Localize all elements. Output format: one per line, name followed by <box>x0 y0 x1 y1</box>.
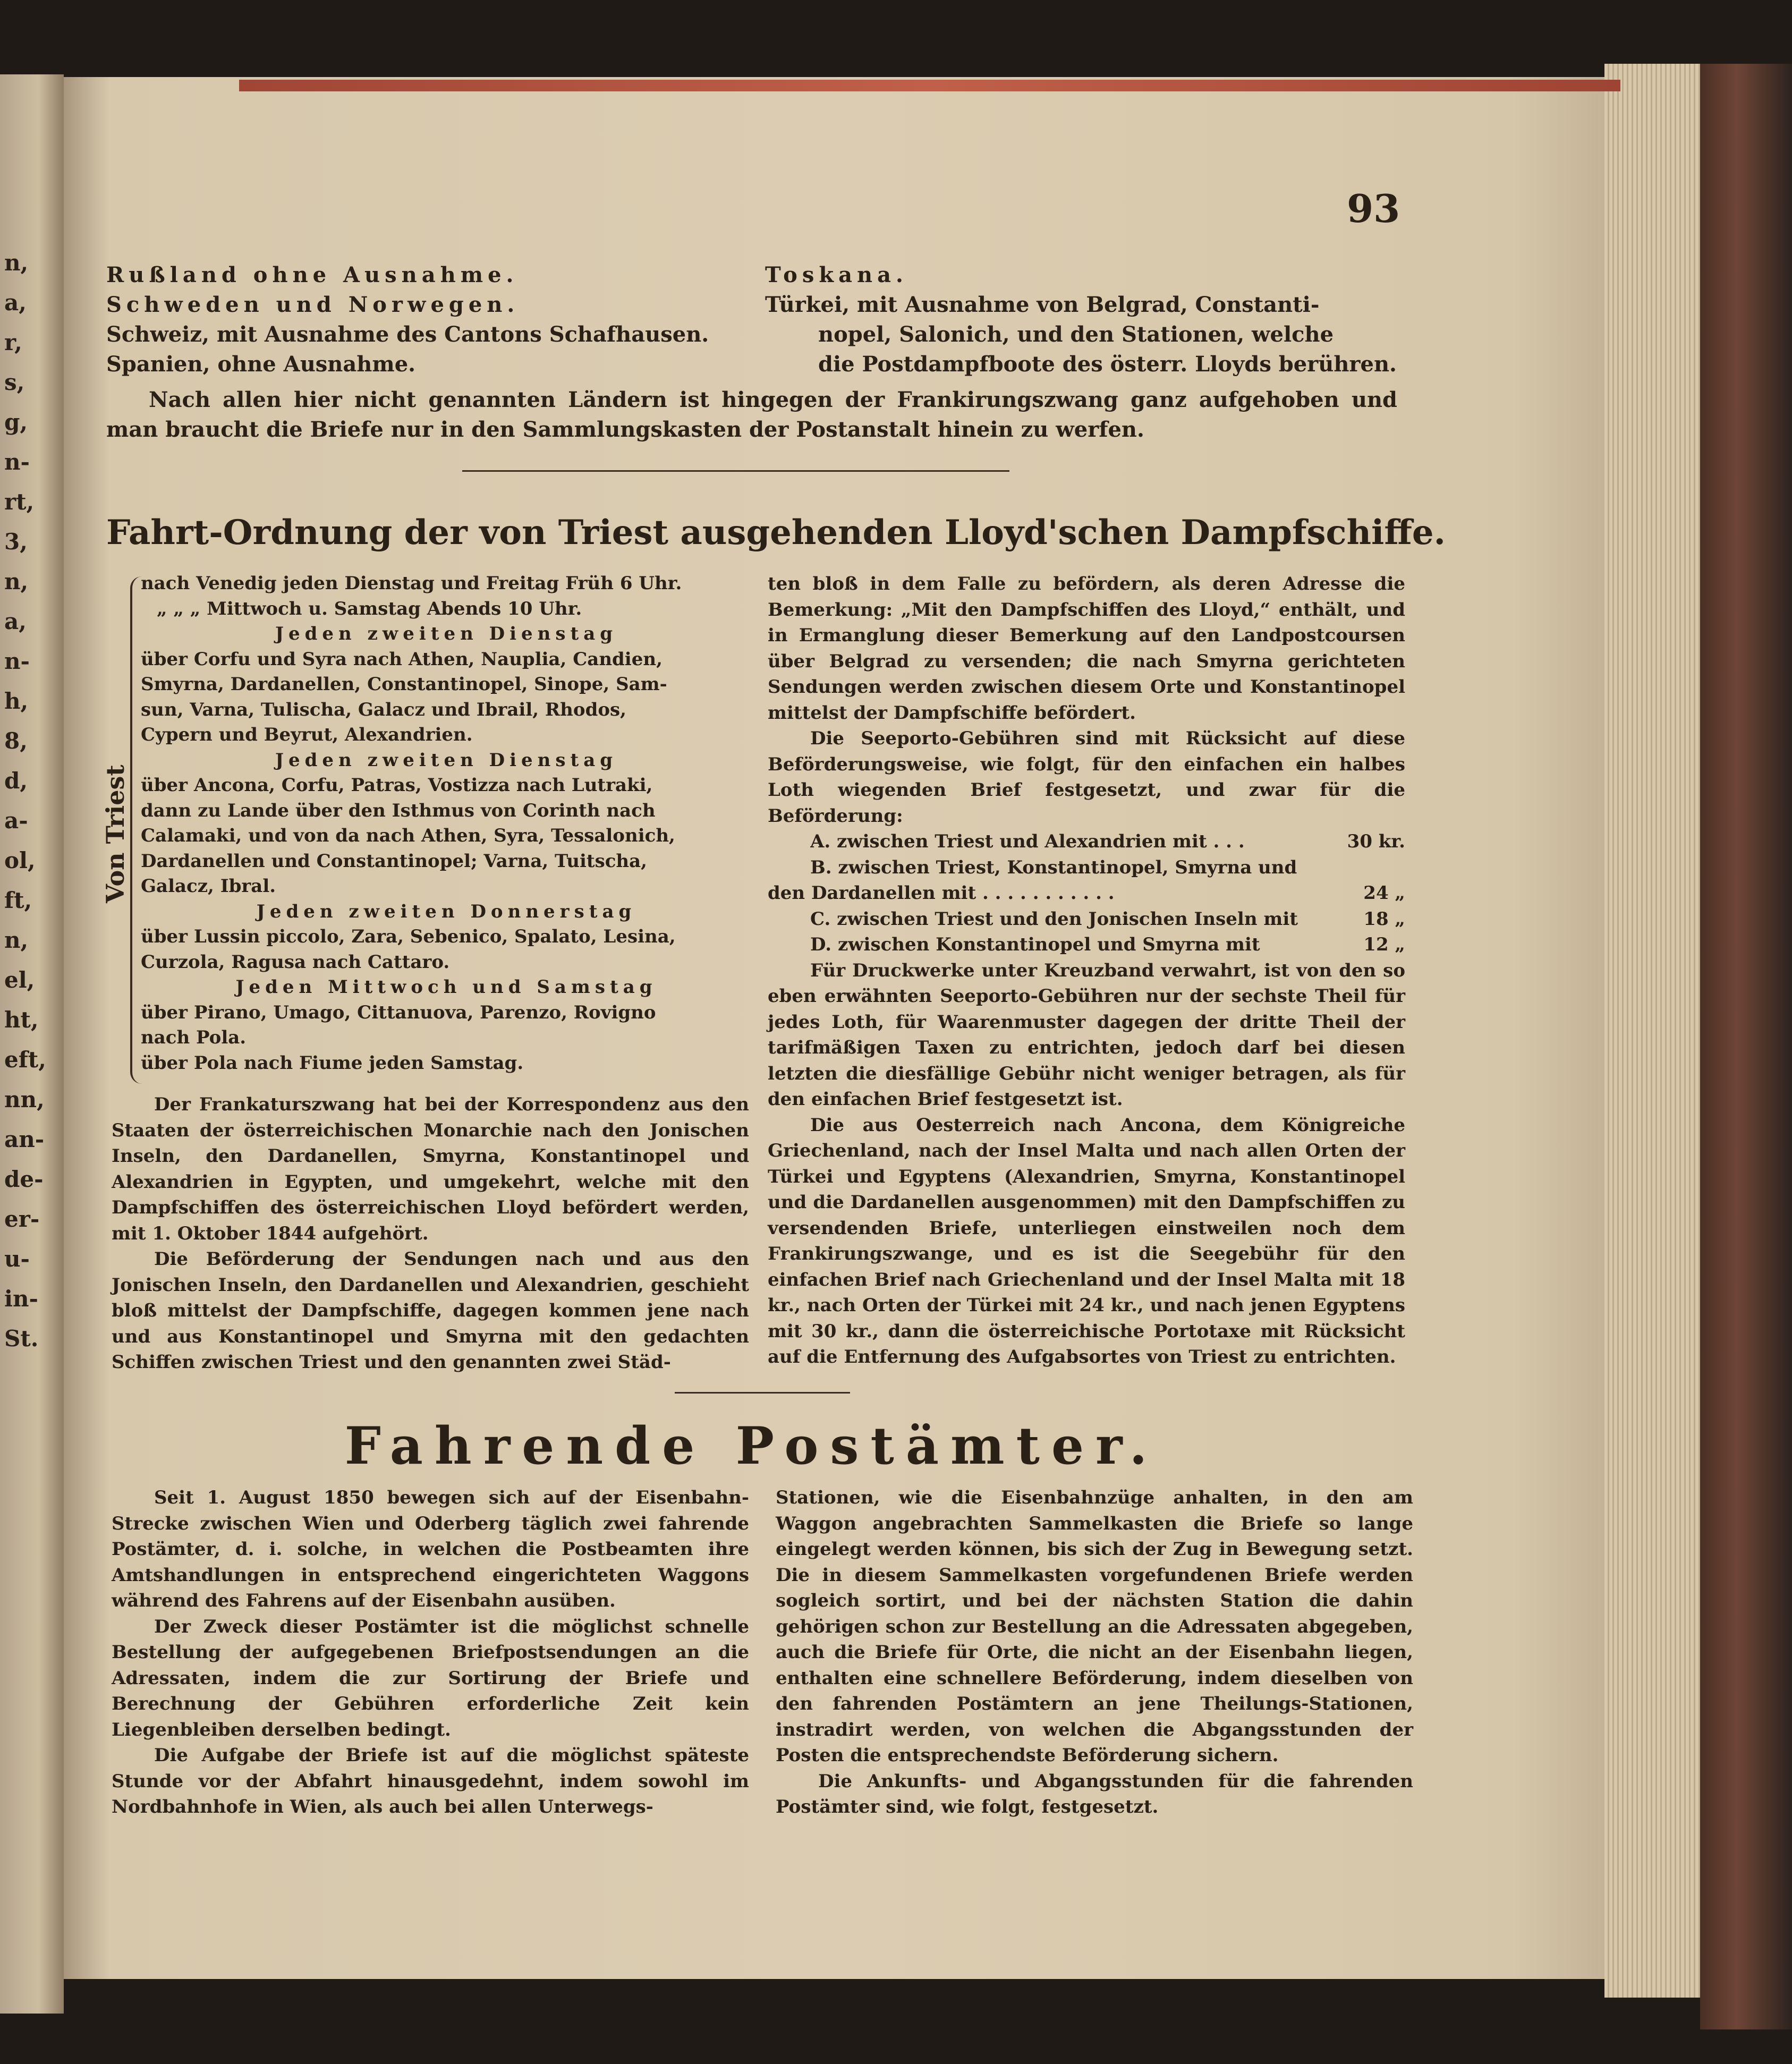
left-page-fragment: rt, <box>4 489 35 515</box>
schedule-list <box>141 571 752 1076</box>
nach-allen-paragraph: Nach allen hier nicht genannten Ländern ist hingegen der Frankirungszwang ganz aufgehoben und man braucht die Briefe nur in den Sammlungskasten der Postanstalt hinein zu werfen. <box>106 387 1397 442</box>
country-line: Türkei, mit Ausnahme von Belgrad, Constanti- <box>765 292 1320 317</box>
left-page-fragment: St. <box>4 1326 39 1352</box>
left-page-fragment: r, <box>4 329 22 355</box>
paragraph: Der Frankaturszwang hat bei der Korrespondenz aus den Staaten der österreichischen Monarchie nach den Jonischen Inseln, den Dardanellen, Smyrna, Konstantinopel und Alexandrien in Egypten, und umgekehrt, welche mit den Dampfschiffen des österreichischen Lloyd befördert werden, mit 1. Oktober 1844 aufgehört. <box>112 1094 749 1244</box>
rate-row <box>768 932 1405 958</box>
left-page-fragment: d, <box>4 768 28 794</box>
section2-left-text <box>112 1485 749 1820</box>
country-line: die Postdampfboote des österr. Lloyds berühren. <box>818 352 1397 377</box>
von-triest-label: Von Triest <box>101 765 130 904</box>
section-title-fahrtordnung: Fahrt-Ordnung der von Triest ausgehenden Lloyd'schen Dampfschiffe. <box>106 513 1446 553</box>
schedule-line: Smyrna, Dardanellen, Constantinopel, Sinope, Sam- <box>141 674 667 695</box>
country-list-left <box>106 260 760 379</box>
paragraph: Der Zweck dieser Postämter ist die möglichst schnelle Bestellung der aufgegebenen Briefpostsendungen an die Adressaten, indem die zur Sortirung der Briefe und Berechnung der Gebühren erforderliche Zeit kein Liegenbleiben derselben bedingt. <box>112 1616 749 1740</box>
rate-label: den Dardanellen mit . . . . . . . . . . . <box>768 882 1115 904</box>
left-page-fragment: ft, <box>4 887 32 913</box>
paragraph: Die aus Oesterreich nach Ancona, dem Königreiche Griechenland, nach der Insel Malta und nach allen Orten der Türkei und Egyptens (Alexandrien, Smyrna, Konstantinopel und die Dardanellen ausgenommen) mit den Dampfschiffen zu versendenden Briefe, unterliegen einstweilen noch dem Frankirungszwange, und es ist die Seegebühr für den einfachen Brief nach Griechenland und der Insel Malta mit 18 kr., nach Orten der Türkei mit 24 kr., und nach jenen Egyptens mit 30 kr., dann die österreichische Portotaxe mit Rücksicht auf die Entfernung des Aufgabsortes von Triest zu entrichten. <box>768 1114 1405 1367</box>
schedule-line: Cypern und Beyrut, Alexandrien. <box>141 724 473 745</box>
rate-value: 12 „ <box>1363 934 1405 955</box>
schedule-line: nach Pola. <box>141 1027 247 1048</box>
paragraph: Die Aufgabe der Briefe ist auf die möglichst späteste Stunde vor der Abfahrt hinausgedehnt, indem sowohl im Nordbahnhofe in Wien, als auch bei allen Unterwegs- <box>112 1745 749 1817</box>
left-page-fragment: nn, <box>4 1086 45 1112</box>
schedule-heading: Jeden zweiten Dienstag <box>275 623 618 644</box>
divider <box>462 470 1009 472</box>
paragraph: Stationen, wie die Eisenbahnzüge anhalten, in den am Waggon angebrachten Sammelkasten die Briefe so lange eingelegt werden können, bis sich der Zug in Bewegung setzt. Die in diesem Sammelkasten vorgefundenen Briefe werden sogleich sortirt, und bei der nächsten Station die dahin gehörigen schon zur Bestellung an die Adressaten abgegeben, auch die Briefe für Orte, die nicht an der Eisenbahn liegen, enthalten eine schnellere Beförderung, indem dieselben von den fahrenden Postämtern an jene Theilungs-Stationen, instradirt werden, von welchen die Abgangsstunden der Posten die entsprechendste Beförderung sichern. <box>776 1487 1413 1766</box>
country-line: Toskana. <box>765 262 908 287</box>
schedule-heading: Jeden zweiten Dienstag <box>275 749 618 771</box>
left-page-fragment: n- <box>4 648 30 674</box>
rate-row <box>768 829 1405 855</box>
left-page-fragment: n- <box>4 449 30 475</box>
left-page-fragment: u- <box>4 1246 30 1272</box>
left-page-fragment: 3, <box>4 529 28 555</box>
schedule-line: über Pirano, Umago, Cittanuova, Parenzo, Rovigno <box>141 1001 656 1023</box>
left-page-fragment: s, <box>4 369 25 395</box>
rate-row <box>768 906 1405 932</box>
rate-value: 24 „ <box>1363 882 1405 904</box>
left-page-fragment: n, <box>4 250 29 276</box>
rate-value: 30 kr. <box>1347 831 1405 852</box>
rate-row <box>768 855 1405 881</box>
left-page-fragment: er- <box>4 1206 40 1232</box>
left-page-fragment: a, <box>4 290 27 316</box>
country-line: nopel, Salonich, und den Stationen, welche <box>818 322 1334 347</box>
left-page-fragment: ht, <box>4 1007 39 1033</box>
top-red-band <box>239 80 1620 91</box>
left-page-fragment: a- <box>4 808 28 834</box>
schedule-line: über Pola nach Fiume jeden Samstag. <box>141 1052 524 1074</box>
country-list-right <box>765 260 1403 379</box>
paragraph: Die Beförderung der Sendungen nach und aus den Jonischen Inseln, den Dardanellen und Alexandrien, geschieht bloß mittelst der Dampfschiffe, dagegen kommen jene nach und aus Konstantinopel und Smyrna mit den gedachten Schiffen zwischen Triest und den genannten zwei Städ- <box>112 1248 749 1373</box>
schedule-line: dann zu Lande über den Isthmus von Corinth nach <box>141 800 656 821</box>
country-line: Schweiz, mit Ausnahme des Cantons Schafhausen. <box>106 322 709 347</box>
left-page-fragment: n, <box>4 568 29 594</box>
section2-right-text <box>776 1485 1413 1820</box>
schedule-heading: Jeden zweiten Donnerstag <box>256 901 636 922</box>
left-page-fragment: a, <box>4 608 27 634</box>
country-line: Spanien, ohne Ausnahme. <box>106 352 416 377</box>
rate-label: B. zwischen Triest, Konstantinopel, Smyrna und <box>810 856 1297 878</box>
left-page-fragment: ol, <box>4 847 36 873</box>
page-edges <box>1604 64 1700 1998</box>
schedule-line: Dardanellen und Constantinopel; Varna, Tuitscha, <box>141 850 648 872</box>
schedule-line: Galacz, Ibral. <box>141 876 276 897</box>
left-page-fragment: el, <box>4 967 35 993</box>
paragraph: Die Ankunfts- und Abgangsstunden für die fahrenden Postämter sind, wie folgt, festgesetzt. <box>776 1770 1413 1817</box>
section1-left-text <box>112 1092 749 1375</box>
left-page-fragment: an- <box>4 1126 45 1152</box>
page-number: 93 <box>1347 186 1400 231</box>
book-cover <box>1700 64 1792 2029</box>
left-page-fragment: eft, <box>4 1047 46 1073</box>
section1-right-text <box>768 571 1405 1370</box>
schedule-line: über Lussin piccolo, Zara, Sebenico, Spalato, Lesina, <box>141 926 676 947</box>
schedule-line: „ „ „ Mittwoch u. Samstag Abends 10 Uhr. <box>157 598 582 619</box>
schedule-line: nach Venedig jeden Dienstag und Freitag Früh 6 Uhr. <box>141 573 682 594</box>
rate-value <box>1336 855 1405 881</box>
schedule-line: Calamaki, und von da nach Athen, Syra, Tessalonich, <box>141 825 675 846</box>
rate-label: C. zwischen Triest und den Jonischen Inseln mit <box>810 908 1298 930</box>
left-page-fragment: h, <box>4 688 29 714</box>
paragraph: Seit 1. August 1850 bewegen sich auf der Eisenbahn-Strecke zwischen Wien und Oderberg täglich zwei fahrende Postämter, d. i. solche, in welchen die Postbeamten ihre Amtshandlungen in entsprechend eingerichteten Waggons während des Fahrens auf der Eisenbahn ausüben. <box>112 1487 749 1611</box>
rate-row <box>768 880 1405 906</box>
schedule-heading: Jeden Mittwoch und Samstag <box>235 976 657 998</box>
schedule-line: sun, Varna, Tulischa, Galacz und Ibrail, Rhodos, <box>141 699 626 720</box>
left-page-fragment: g, <box>4 409 28 435</box>
schedule-line: Curzola, Ragusa nach Cattaro. <box>141 951 450 973</box>
section-title-fahrende-postaemter: Fahrende Postämter. <box>344 1416 1159 1476</box>
country-line: Schweden und Norwegen. <box>106 292 520 317</box>
schedule-line: über Ancona, Corfu, Patras, Vostizza nach Lutraki, <box>141 775 653 796</box>
left-page-fragment: 8, <box>4 728 28 754</box>
divider <box>675 1392 850 1394</box>
paragraph: ten bloß in dem Falle zu befördern, als deren Adresse die Bemerkung: „Mit den Dampfschiffen des Lloyd,“ enthält, und in Ermanglung dieser Bemerkung auf den Landpostcoursen über Belgrad zu versenden; die nach Smyrna gerichteten Sendungen werden zwischen diesem Orte und Konstantinopel mittelst der Dampfschiffe befördert. <box>768 573 1405 724</box>
left-page-edge <box>0 74 64 2014</box>
paragraph: Für Druckwerke unter Kreuzband verwahrt, ist von den so eben erwähnten Seeporto-Gebühren nur der sechste Theil für jedes Loth, für Waarenmuster dagegen der dritte Theil der tarifmäßigen Taxen zu entrichten, jedoch darf bei diesen letzten die diesfällige Gebühr nicht weniger betragen, als für den einfachen Brief festgesetzt ist. <box>768 959 1405 1110</box>
rate-value: 18 „ <box>1363 908 1405 930</box>
left-page-fragment: n, <box>4 927 29 953</box>
rate-label: D. zwischen Konstantinopel und Smyrna mit <box>810 934 1260 955</box>
schedule-line: über Corfu und Syra nach Athen, Nauplia, Candien, <box>141 648 663 670</box>
rate-label: A. zwischen Triest und Alexandrien mit . . . <box>810 831 1245 852</box>
left-page-fragment: in- <box>4 1286 38 1312</box>
country-line: Rußland ohne Ausnahme. <box>106 262 519 287</box>
paragraph: Die Seeporto-Gebühren sind mit Rücksicht auf diese Beförderungsweise, wie folgt, für den einfachen ein halbes Loth wiegenden Brief festgesetzt, und zwar für die Beförderung: <box>768 728 1405 827</box>
left-page-fragment: de- <box>4 1166 44 1192</box>
